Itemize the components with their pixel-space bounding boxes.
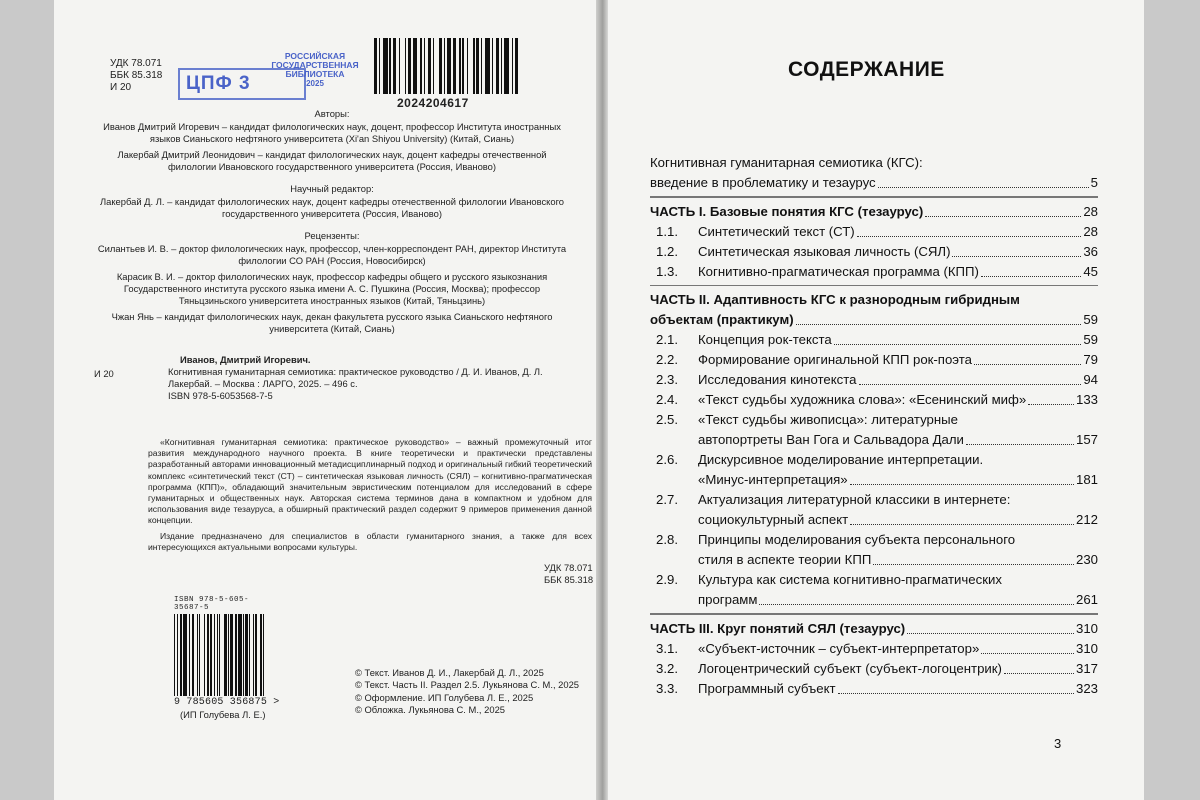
toc-entry: 3.2. Логоцентрический субъект (субъект-логоцентрик) 317 xyxy=(656,660,1098,676)
toc-entry: 3.3. Программный субъект 323 xyxy=(656,680,1098,696)
editor-heading: Научный редактор: xyxy=(290,183,374,194)
editor-block xyxy=(94,183,570,224)
copyright-line: © Оформление. ИП Голубева Л. Е., 2025 xyxy=(355,691,534,703)
toc-part: ЧАСТЬ III. Круг понятий СЯЛ (тезаурус) 310 xyxy=(650,620,1098,636)
toc-entry: 2.4. «Текст судьбы художника слова»: «Есенинский миф» 133 xyxy=(656,392,1098,407)
contents-page xyxy=(608,0,1144,800)
editor-entry: Лакербай Д. Л. – кандидат филологических наук, доцент кафедры отечественной филологии Ивановского государственного университета (Россия, Иваново) xyxy=(99,196,565,219)
toc-entry: 2.8. Принципы моделирования субъекта персонального стиля в аспекте теории КПП 230 xyxy=(656,532,1098,567)
section-divider xyxy=(650,613,1098,615)
isbn-barcode-block xyxy=(174,596,278,720)
section-divider xyxy=(650,285,1098,287)
toc-entry: 2.2. Формирование оригинальной КПП рок-поэта 79 xyxy=(656,352,1098,367)
toc-entry: 2.3. Исследования кинотекста 94 xyxy=(656,372,1098,387)
reviewer-entry: Чжан Янь – кандидат филологических наук, декан факультета русского языка Сианьского нефтяного университета (Китай, Сиань) xyxy=(111,311,553,334)
toc-entry: 2.1. Концепция рок-текста 59 xyxy=(656,332,1098,347)
toc-part: ЧАСТЬ I. Базовые понятия КГС (тезаурус) 28 xyxy=(650,203,1098,219)
toc-entry: 2.5. «Текст судьбы живописца»: литературные автопортреты Ван Гога и Сальвадора Дали 157 xyxy=(656,412,1098,447)
audience-note: Издание предназначено для специалистов в области гуманитарного знания, а также для всех интересующихся актуальными вопросами культуры. xyxy=(148,531,592,553)
catalog-record xyxy=(94,354,584,402)
annotation: «Когнитивная гуманитарная семиотика: практическое руководство» – важный промежуточный итог развития международного научного проекта. В книге теоретически и практически представлены разработанный авторами инновационный метадисциплинарный подход и оригинальный гибкий теоретический комплекс «синтетический текст (СТ) – синтетическая языковая личность (СЯЛ) – когнитивно-прагматическая программа (КПП)», обладающий значительным эвристическим потенциалом для исследований в сфере гуманитарных и общественных наук. Авторская система терминов дана в компактном и удобном для использования виде тезауруса, а обширный практический раздел содержит 9 примеров применения данной концепции. xyxy=(148,437,592,526)
library-stamp-code: ЦПФ 3 xyxy=(178,68,306,100)
copyright-line: © Текст. Часть II. Раздел 2.5. Лукьянова С. М., 2025 xyxy=(355,679,580,691)
toc-part: ЧАСТЬ II. Адаптивность КГС к разнородным гибридным объектам (практикум) 59 xyxy=(650,292,1098,327)
reviewers-block xyxy=(94,230,570,339)
reviewer-entry: Силантьев И. В. – доктор филологических наук, профессор, член-корреспондент РАН, директор Института филологии СО РАН (Россия, Новосибирск) xyxy=(97,243,567,266)
authors-block xyxy=(94,108,570,177)
catalog-author: Иванов, Дмитрий Игоревич. xyxy=(180,354,311,365)
library-stamp: РОССИЙСКАЯ ГОСУДАРСТВЕННАЯ БИБЛИОТЕКА 2025 xyxy=(271,51,359,88)
bbk-line: ББК 85.318 xyxy=(110,70,163,81)
catalog-code: И 20 xyxy=(94,368,114,379)
toc-entry: 1.3. Когнитивно-прагматическая программа (КПП) 45 xyxy=(656,263,1098,279)
page-number: 3 xyxy=(1054,736,1062,751)
isbn-barcode xyxy=(174,614,278,696)
barcode-bar xyxy=(518,38,520,94)
contents-title: СОДЕРЖАНИЕ xyxy=(788,58,945,81)
publisher-mark: (ИП Голубева Л. Е.) xyxy=(180,709,266,720)
authors-heading: Авторы: xyxy=(314,108,350,119)
reviewer-entry: Карасик В. И. – доктор филологических наук, профессор кафедры общего и русского языкознания Государственного института русского языка имени А. С. Пушкина (Россия, Москва); профессор Тяньцзиньского университета иностранных языков (Китай, Тяньцзинь) xyxy=(116,271,548,306)
catalog-description: Когнитивная гуманитарная семиотика: практическое руководство / Д. И. Иванов, Д. Л. Лакербай. – Москва : ЛАРГО, 2025. – 496 с. xyxy=(168,366,543,389)
isbn-barcode-digits: 9 785605 356875 > xyxy=(174,697,280,708)
imprint-page xyxy=(54,0,596,800)
library-barcode-number: 2024204617 xyxy=(397,96,469,110)
table-of-contents xyxy=(650,153,1098,699)
library-barcode xyxy=(374,38,554,94)
udk-line: УДК 78.071 xyxy=(110,58,162,69)
toc-intro: Когнитивная гуманитарная семиотика (КГС): введение в проблематику и тезаурус 5 xyxy=(650,155,1098,190)
toc-entry: 3.1. «Субъект-источник – субъект-интерпретатор» 310 xyxy=(656,640,1098,656)
author-entry: Иванов Дмитрий Игоревич – кандидат филологических наук, доцент, профессор Института иностранных языков Сианьского нефтяного университета (Xi'an Shiyou University) (Китай, Сиань) xyxy=(103,121,561,144)
toc-entry: 2.9. Культура как система когнитивно-прагматических программ 261 xyxy=(656,572,1098,607)
barcode-bar xyxy=(263,614,264,696)
reviewers-heading: Рецензенты: xyxy=(304,230,360,241)
copyright-line: © Текст. Иванов Д. И., Лакербай Д. Л., 2025 xyxy=(355,667,544,678)
toc-entry: 1.2. Синтетическая языковая личность (СЯЛ) 36 xyxy=(656,243,1098,259)
udk-bottom: УДК 78.071 ББК 85.318 xyxy=(544,562,594,585)
section-divider xyxy=(650,196,1098,198)
book-spine xyxy=(596,0,608,800)
copyright-block xyxy=(355,667,579,717)
author-entry: Лакербай Дмитрий Леонидович – кандидат филологических наук, доцент кафедры отечественной филологии Ивановского государственного университета (Россия, Иваново) xyxy=(117,149,547,172)
udk-block xyxy=(110,58,162,94)
copyright-line: © Обложка. Лукьянова С. М., 2025 xyxy=(355,704,505,716)
toc-entry: 1.1. Синтетический текст (СТ) 28 xyxy=(656,223,1098,239)
toc-entry: 2.6. Дискурсивное моделирование интерпретации. «Минус-интерпретация» 181 xyxy=(656,452,1098,487)
toc-entry: 2.7. Актуализация литературной классики в интернете: социокультурный аспект 212 xyxy=(656,492,1098,527)
catalog-isbn: ISBN 978-5-6053568-7-5 xyxy=(168,390,273,401)
isbn-barcode-label: ISBN 978-5-605-35687-5 xyxy=(174,596,250,612)
author-sign-line: И 20 xyxy=(110,82,132,93)
